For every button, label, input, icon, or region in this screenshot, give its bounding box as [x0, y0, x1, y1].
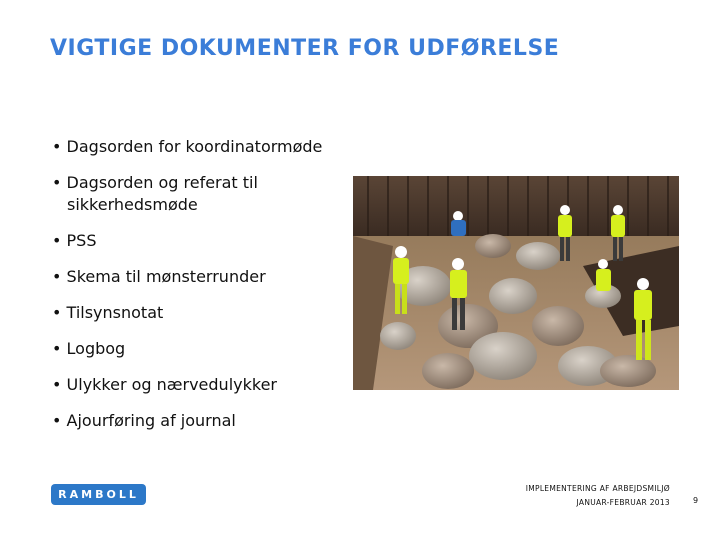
bullet-item: • Ulykker og nærvedulykker — [52, 374, 372, 396]
page-number: 9 — [693, 496, 699, 505]
slide-title: VIGTIGE DOKUMENTER FOR UDFØRELSE — [50, 36, 560, 61]
footer-line-2: JANUAR-FEBRUAR 2013 — [576, 498, 670, 507]
bullet-item: • Ajourføring af journal — [52, 410, 372, 432]
bullet-item: • PSS — [52, 230, 372, 252]
bullet-list — [52, 136, 372, 446]
bullet-item: • Dagsorden for koordinatormøde — [52, 136, 372, 158]
footer-line-1: IMPLEMENTERING AF ARBEJDSMILJØ — [525, 484, 670, 493]
bullet-item: • Logbog — [52, 338, 372, 360]
bullet-item: • Dagsorden og referat til sikkerhedsmøde — [52, 172, 372, 216]
footer-text — [526, 482, 670, 510]
logo-text: RAMBOLL — [58, 488, 139, 501]
bullet-item: • Tilsynsnotat — [52, 302, 372, 324]
bullet-item: • Skema til mønsterrunder — [52, 266, 372, 288]
construction-site-photo-graphic — [353, 176, 679, 390]
construction-site-photo — [353, 176, 679, 390]
ramboll-logo — [51, 484, 146, 505]
